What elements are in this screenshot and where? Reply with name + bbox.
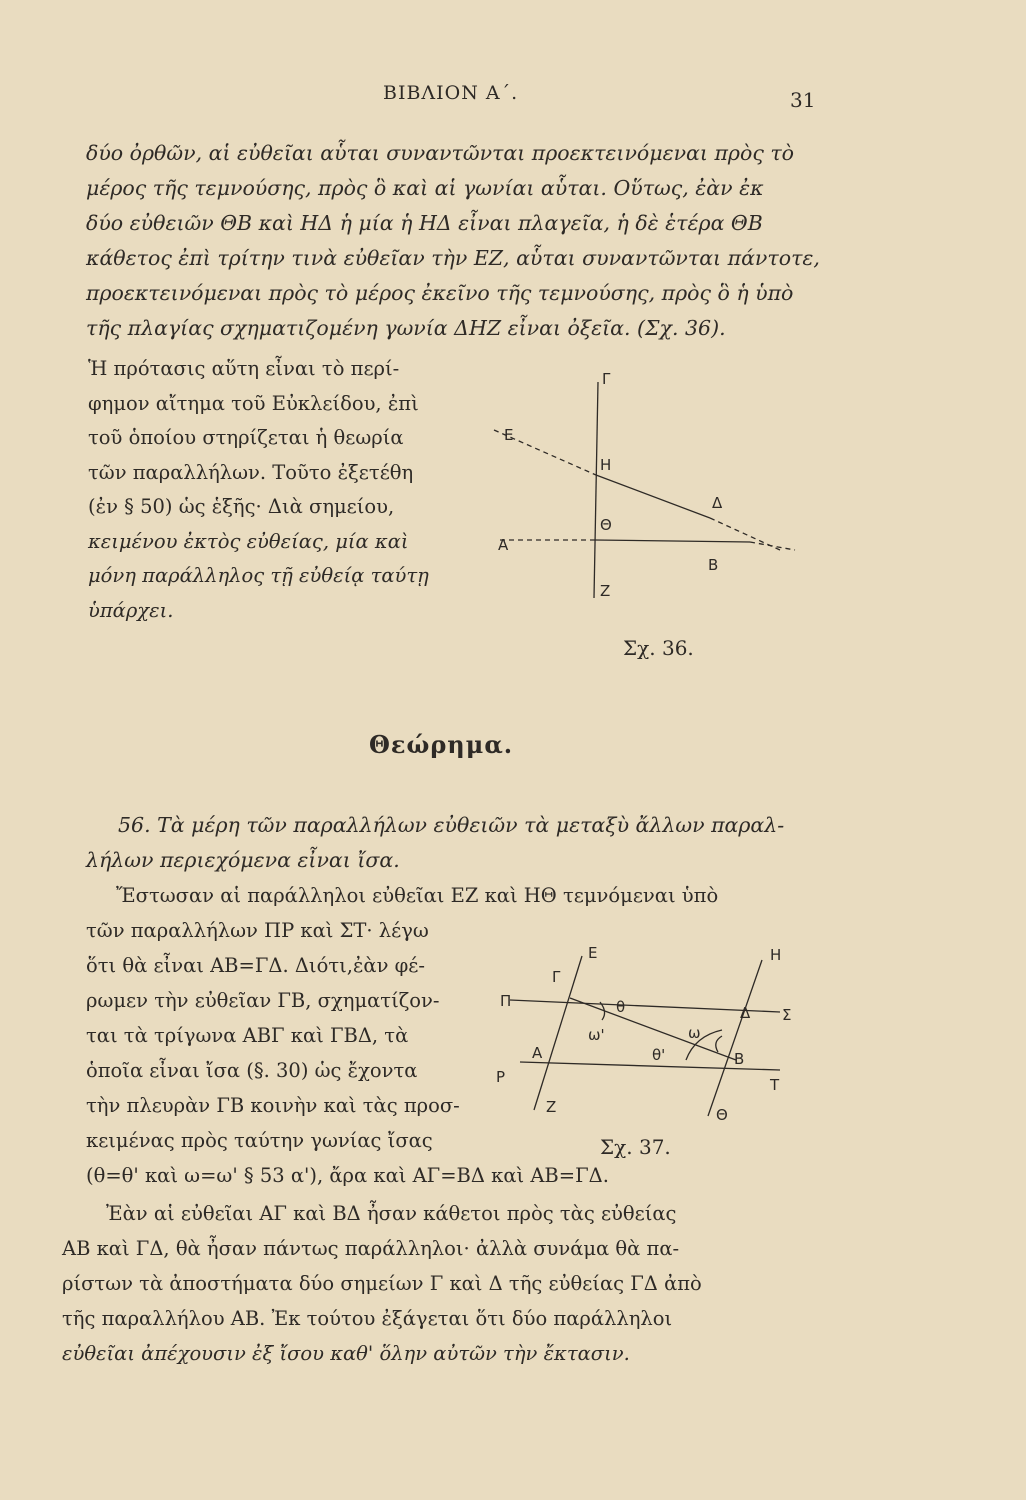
label-theta-prime: θ' <box>652 1046 666 1064</box>
text-line: κειμένου ἐκτὸς εὐθείας, μία καὶ <box>88 529 409 553</box>
label-beta: Β <box>708 556 719 574</box>
text-line: τῆς πλαγίας σχηματιζομένη γωνία ΔΗΖ εἶναι ὀξεῖα. (Σχ. 36). <box>86 316 726 340</box>
intro-paragraph <box>86 136 826 346</box>
line-hd <box>596 475 710 518</box>
text-line: τῶν παραλλήλων. Τοῦτο ἐξετέθη <box>88 460 414 484</box>
label-omega-prime: ω' <box>588 1026 605 1044</box>
label-beta: Β <box>734 1050 745 1068</box>
text-line: κάθετος ἐπὶ τρίτην τινὰ εὐθεῖαν τὴν ΕΖ, αὗται συναντῶνται πάντοτε, <box>86 246 820 270</box>
text-line: (ἐν § 50) ὡς ἑξῆς· Διὰ σημείου, <box>88 495 395 518</box>
line-thetab <box>595 540 750 542</box>
text-line: (θ=θ' καὶ ω=ω' § 53 α'), ἄρα καὶ ΑΓ=ΒΔ καὶ ΑΒ=ΓΔ. <box>86 1164 609 1187</box>
label-alpha: Α <box>532 1044 543 1062</box>
label-alpha: Α <box>498 536 509 554</box>
text-line: Ἐὰν αἱ εὐθεῖαι ΑΓ καὶ ΒΔ ἦσαν κάθετοι πρὸς τὰς εὐθείας <box>106 1202 677 1225</box>
label-theta: Θ <box>600 516 612 534</box>
label-eta: Η <box>600 456 612 474</box>
text-line: ρίστων τὰ ἀποστήματα δύο σημείων Γ καὶ Δ τῆς εὐθείας ΓΔ ἀπὸ <box>62 1272 702 1295</box>
text-line: κειμένας πρὸς ταύτην γωνίας ἴσας <box>86 1129 433 1152</box>
text-line: λήλων περιεχόμενα εἶναι ἴσα. <box>86 848 400 872</box>
final-paragraph <box>62 1196 822 1371</box>
label-theta-point: Θ <box>716 1106 728 1124</box>
label-sigma: Σ <box>782 1006 792 1024</box>
figure-36-caption: Σχ. 36. <box>623 636 694 660</box>
text-line: φημον αἴτημα τοῦ Εὐκλείδου, ἐπὶ <box>88 391 419 415</box>
text-line: προεκτεινόμεναι πρὸς τὸ μέρος ἐκεῖνο τῆς τεμνούσης, πρὸς ὃ ἡ ὑπὸ <box>86 281 794 305</box>
figure-37 <box>490 940 810 1130</box>
line-ez <box>594 382 598 598</box>
text-line: δύο εὐθειῶν ΘΒ καὶ ΗΔ ἡ μία ἡ ΗΔ εἶναι πλαγεῖα, ἡ δὲ ἑτέρα ΘΒ <box>86 211 763 235</box>
text-line: 56. Τὰ μέρη τῶν παραλλήλων εὐθειῶν τὰ μεταξὺ ἄλλων παραλ- <box>118 813 785 837</box>
text-line: ρωμεν τὴν εὐθεῖαν ΓΒ, σχηματίζον- <box>86 989 440 1012</box>
label-gamma: Γ <box>602 370 611 388</box>
line-htheta <box>708 960 762 1116</box>
label-theta: θ <box>616 998 626 1016</box>
theorem-56-statement <box>86 808 818 878</box>
theorem-heading: Θεώρημα. <box>369 730 514 759</box>
label-epsilon: Ε <box>504 426 514 444</box>
text-line: Ἔστωσαν αἱ παράλληλοι εὐθεῖαι ΕΖ καὶ ΗΘ τεμνόμεναι ὑπὸ <box>116 884 719 907</box>
label-delta: Δ <box>712 494 723 512</box>
angle-arc-theta-prime <box>716 1036 722 1052</box>
text-line: μόνη παράλληλος τῇ εὐθείᾳ ταύτῃ <box>88 564 429 587</box>
text-line: μέρος τῆς τεμνούσης, πρὸς ὃ καὶ αἱ γωνίαι αὗται. Οὕτως, ἐὰν ἐκ <box>86 176 764 200</box>
text-line: ται τὰ τρίγωνα ΑΒΓ καὶ ΓΒΔ, τὰ <box>86 1024 409 1047</box>
text-line: τῶν παραλλήλων ΠΡ καὶ ΣΤ· λέγω <box>86 919 429 942</box>
text-line: ὅτι θὰ εἶναι ΑΒ=ΓΔ. Διότι,ἐὰν φέ- <box>86 954 425 977</box>
label-delta: Δ <box>740 1004 751 1022</box>
text-line: δύο ὀρθῶν, αἱ εὐθεῖαι αὗται συναντῶνται προεκτεινόμεναι πρὸς τὸ <box>86 141 795 165</box>
text-line: Ἡ πρότασις αὕτη εἶναι τὸ περί- <box>88 357 400 380</box>
text-line: ΑΒ καὶ ΓΔ, θὰ ἦσαν πάντως παράλληλοι· ἀλλὰ συνάμα θὰ πα- <box>62 1237 680 1260</box>
label-epsilon: Ε <box>588 944 598 962</box>
label-zeta: Ζ <box>600 582 611 600</box>
label-pi: Π <box>500 992 512 1010</box>
running-header: ΒΙΒΛΙΟΝ Α΄. <box>383 82 519 104</box>
text-line: εὐθεῖαι ἀπέχουσιν ἐξ ἴσου καθ' ὅλην αὐτῶν τὴν ἔκτασιν. <box>62 1342 630 1365</box>
text-line: τοῦ ὁποίου στηρίζεται ἡ θεωρία <box>88 426 404 449</box>
label-gamma: Γ <box>552 968 561 986</box>
text-line: τὴν πλευρὰν ΓΒ κοινὴν καὶ τὰς προσ- <box>86 1094 460 1117</box>
label-tau: Τ <box>770 1076 780 1094</box>
figure-37-caption: Σχ. 37. <box>600 1135 671 1159</box>
label-zeta: Ζ <box>546 1098 557 1116</box>
figure-36 <box>480 360 820 610</box>
label-eta: Η <box>770 946 782 964</box>
page-number: 31 <box>790 88 816 112</box>
label-rho: Ρ <box>496 1068 506 1086</box>
line-b-dashed <box>750 542 795 550</box>
postulate-paragraph <box>88 352 458 628</box>
text-line: τῆς παραλλήλου ΑΒ. Ἐκ τούτου ἐξάγεται ὅτι δύο παράλληλοι <box>62 1307 673 1330</box>
text-line: ὑπάρχει. <box>88 598 174 622</box>
text-line: ὁποῖα εἶναι ἴσα (§. 30) ὡς ἔχοντα <box>86 1059 418 1082</box>
label-omega: ω <box>688 1024 701 1042</box>
